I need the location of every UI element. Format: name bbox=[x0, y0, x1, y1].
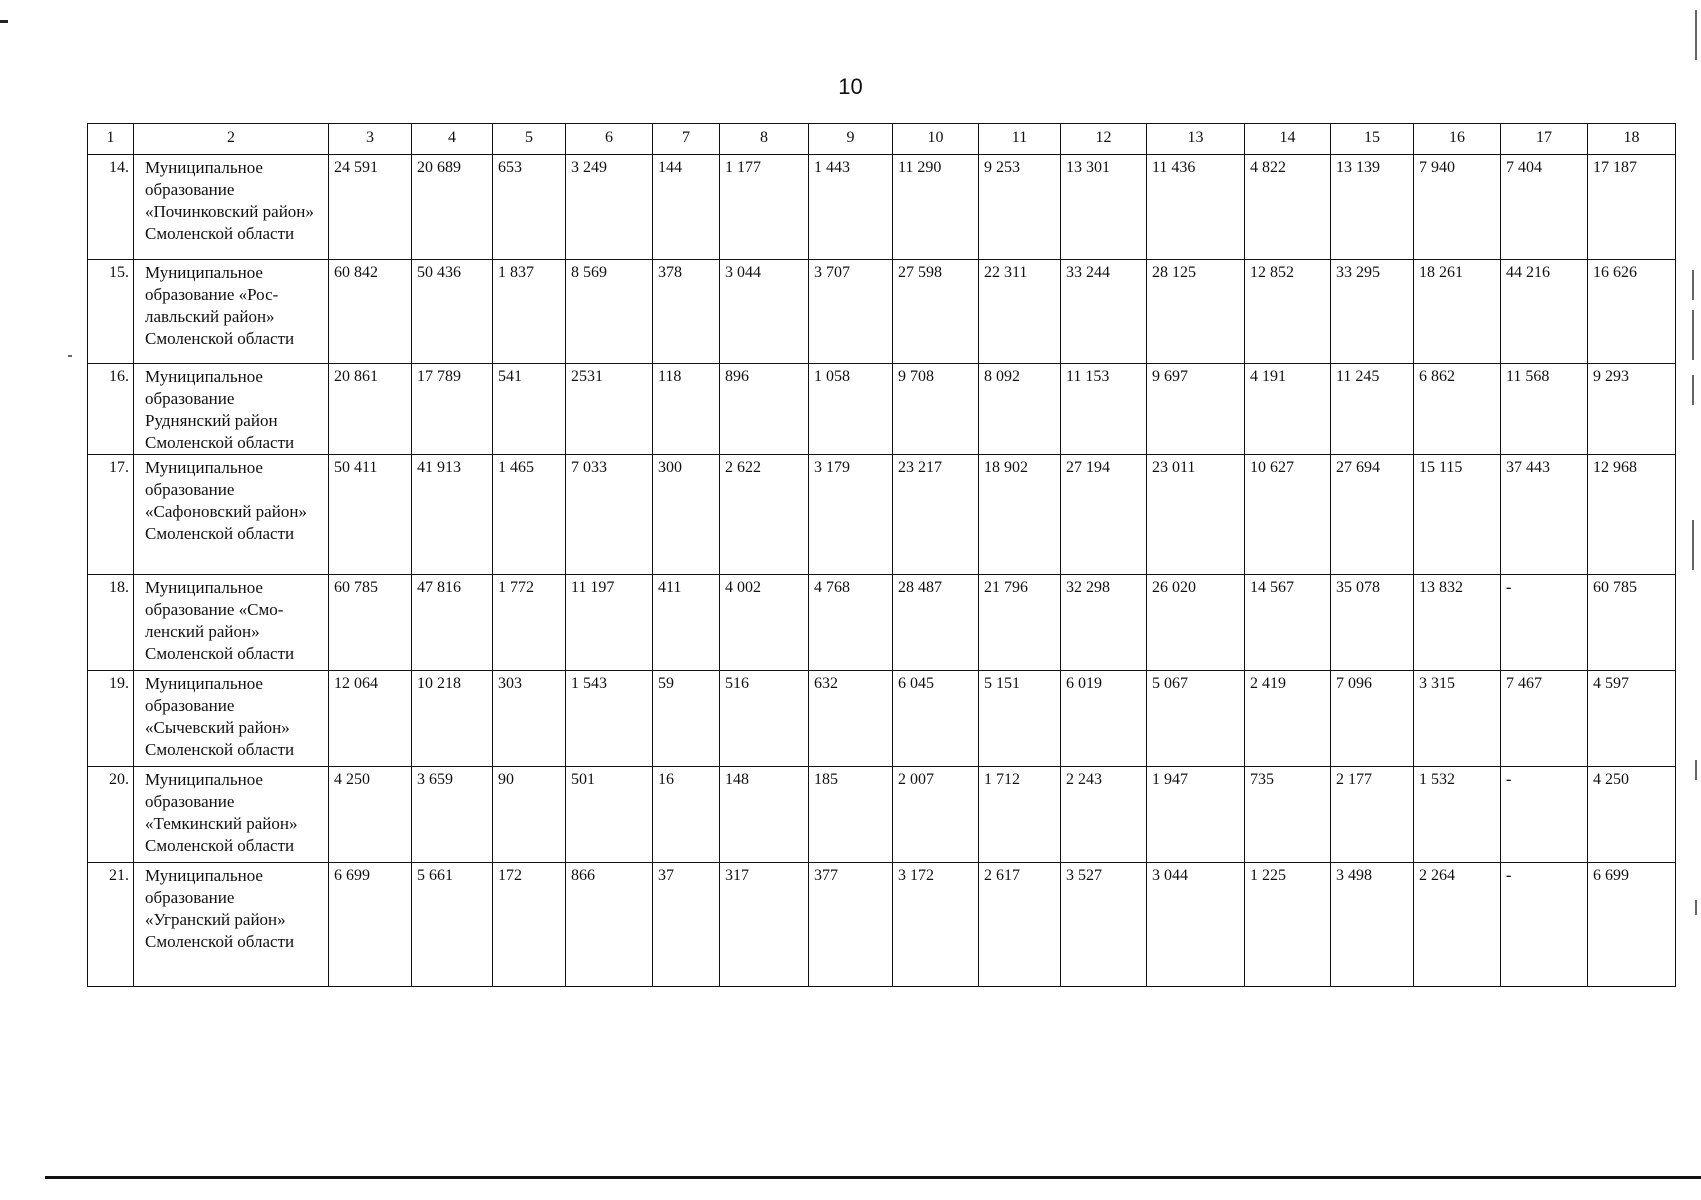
value-col-13: 1 947 bbox=[1147, 767, 1245, 863]
value-col-8: 317 bbox=[720, 863, 809, 987]
value-col-15: 33 295 bbox=[1331, 260, 1414, 364]
value-col-7: 59 bbox=[653, 671, 720, 767]
value-col-14: 735 bbox=[1245, 767, 1331, 863]
value-col-3: 4 250 bbox=[329, 767, 412, 863]
table-row bbox=[88, 767, 1676, 863]
value-col-10: 11 290 bbox=[893, 155, 979, 260]
value-col-16: 1 532 bbox=[1414, 767, 1501, 863]
column-header-4: 4 bbox=[412, 124, 493, 155]
value-col-10: 28 487 bbox=[893, 575, 979, 671]
value-col-5: 172 bbox=[493, 863, 566, 987]
value-col-4: 17 789 bbox=[412, 364, 493, 455]
value-col-4: 41 913 bbox=[412, 455, 493, 575]
value-col-5: 1 837 bbox=[493, 260, 566, 364]
value-col-18: 12 968 bbox=[1588, 455, 1676, 575]
value-col-18: 17 187 bbox=[1588, 155, 1676, 260]
value-col-17: 11 568 bbox=[1501, 364, 1588, 455]
value-col-8: 148 bbox=[720, 767, 809, 863]
value-col-16: 6 862 bbox=[1414, 364, 1501, 455]
value-col-3: 60 785 bbox=[329, 575, 412, 671]
value-col-8: 1 177 bbox=[720, 155, 809, 260]
value-col-8: 2 622 bbox=[720, 455, 809, 575]
municipality-name: Муниципальное образование «Рос-лавльский район» Смоленской области bbox=[134, 260, 329, 364]
value-col-9: 377 bbox=[809, 863, 893, 987]
table-row bbox=[88, 863, 1676, 987]
value-col-5: 653 bbox=[493, 155, 566, 260]
value-col-11: 2 617 bbox=[979, 863, 1061, 987]
value-col-13: 5 067 bbox=[1147, 671, 1245, 767]
value-col-17: - bbox=[1501, 863, 1588, 987]
value-col-16: 13 832 bbox=[1414, 575, 1501, 671]
value-col-11: 9 253 bbox=[979, 155, 1061, 260]
municipality-name: Муниципальное образование Руднянский район Смоленской области bbox=[134, 364, 329, 455]
value-col-14: 1 225 bbox=[1245, 863, 1331, 987]
table-row bbox=[88, 671, 1676, 767]
column-header-3: 3 bbox=[329, 124, 412, 155]
value-col-15: 13 139 bbox=[1331, 155, 1414, 260]
table-row bbox=[88, 575, 1676, 671]
value-col-13: 11 436 bbox=[1147, 155, 1245, 260]
row-number: 20. bbox=[88, 767, 134, 863]
column-header-9: 9 bbox=[809, 124, 893, 155]
scan-artifact bbox=[0, 20, 8, 23]
municipality-name: Муниципальное образование «Темкинский район» Смоленской области bbox=[134, 767, 329, 863]
column-header-18: 18 bbox=[1588, 124, 1676, 155]
value-col-4: 3 659 bbox=[412, 767, 493, 863]
column-header-6: 6 bbox=[566, 124, 653, 155]
value-col-16: 18 261 bbox=[1414, 260, 1501, 364]
value-col-12: 13 301 bbox=[1061, 155, 1147, 260]
column-header-2: 2 bbox=[134, 124, 329, 155]
value-col-7: 300 bbox=[653, 455, 720, 575]
value-col-5: 90 bbox=[493, 767, 566, 863]
value-col-8: 896 bbox=[720, 364, 809, 455]
value-col-8: 4 002 bbox=[720, 575, 809, 671]
municipality-name: Муниципальное образование «Сычевский район» Смоленской области bbox=[134, 671, 329, 767]
table-row bbox=[88, 260, 1676, 364]
value-col-6: 7 033 bbox=[566, 455, 653, 575]
value-col-14: 14 567 bbox=[1245, 575, 1331, 671]
header-row bbox=[88, 124, 1676, 155]
column-header-1: 1 bbox=[88, 124, 134, 155]
value-col-14: 10 627 bbox=[1245, 455, 1331, 575]
value-col-4: 20 689 bbox=[412, 155, 493, 260]
bottom-rule bbox=[45, 1176, 1701, 1179]
column-header-12: 12 bbox=[1061, 124, 1147, 155]
value-col-5: 303 bbox=[493, 671, 566, 767]
value-col-5: 1 772 bbox=[493, 575, 566, 671]
value-col-15: 3 498 bbox=[1331, 863, 1414, 987]
value-col-9: 4 768 bbox=[809, 575, 893, 671]
value-col-7: 378 bbox=[653, 260, 720, 364]
value-col-15: 11 245 bbox=[1331, 364, 1414, 455]
value-col-15: 27 694 bbox=[1331, 455, 1414, 575]
value-col-18: 6 699 bbox=[1588, 863, 1676, 987]
value-col-7: 411 bbox=[653, 575, 720, 671]
value-col-16: 7 940 bbox=[1414, 155, 1501, 260]
value-col-10: 6 045 bbox=[893, 671, 979, 767]
value-col-16: 3 315 bbox=[1414, 671, 1501, 767]
value-col-3: 60 842 bbox=[329, 260, 412, 364]
value-col-12: 3 527 bbox=[1061, 863, 1147, 987]
value-col-6: 2531 bbox=[566, 364, 653, 455]
column-header-5: 5 bbox=[493, 124, 566, 155]
value-col-3: 20 861 bbox=[329, 364, 412, 455]
value-col-14: 2 419 bbox=[1245, 671, 1331, 767]
value-col-12: 32 298 bbox=[1061, 575, 1147, 671]
value-col-6: 501 bbox=[566, 767, 653, 863]
value-col-9: 1 058 bbox=[809, 364, 893, 455]
value-col-9: 1 443 bbox=[809, 155, 893, 260]
value-col-11: 5 151 bbox=[979, 671, 1061, 767]
value-col-6: 8 569 bbox=[566, 260, 653, 364]
value-col-3: 12 064 bbox=[329, 671, 412, 767]
value-col-17: 7 404 bbox=[1501, 155, 1588, 260]
value-col-10: 27 598 bbox=[893, 260, 979, 364]
value-col-7: 37 bbox=[653, 863, 720, 987]
value-col-16: 2 264 bbox=[1414, 863, 1501, 987]
value-col-12: 2 243 bbox=[1061, 767, 1147, 863]
value-col-4: 47 816 bbox=[412, 575, 493, 671]
value-col-3: 50 411 bbox=[329, 455, 412, 575]
value-col-9: 3 179 bbox=[809, 455, 893, 575]
row-number: 18. bbox=[88, 575, 134, 671]
value-col-7: 118 bbox=[653, 364, 720, 455]
row-number: 17. bbox=[88, 455, 134, 575]
row-number: 21. bbox=[88, 863, 134, 987]
value-col-4: 10 218 bbox=[412, 671, 493, 767]
value-col-18: 4 597 bbox=[1588, 671, 1676, 767]
value-col-3: 24 591 bbox=[329, 155, 412, 260]
value-col-11: 8 092 bbox=[979, 364, 1061, 455]
value-col-10: 23 217 bbox=[893, 455, 979, 575]
value-col-8: 516 bbox=[720, 671, 809, 767]
value-col-11: 22 311 bbox=[979, 260, 1061, 364]
value-col-3: 6 699 bbox=[329, 863, 412, 987]
value-col-17: 44 216 bbox=[1501, 260, 1588, 364]
row-number: 14. bbox=[88, 155, 134, 260]
column-header-14: 14 bbox=[1245, 124, 1331, 155]
column-header-15: 15 bbox=[1331, 124, 1414, 155]
value-col-18: 16 626 bbox=[1588, 260, 1676, 364]
value-col-9: 185 bbox=[809, 767, 893, 863]
value-col-9: 3 707 bbox=[809, 260, 893, 364]
value-col-15: 35 078 bbox=[1331, 575, 1414, 671]
value-col-7: 16 bbox=[653, 767, 720, 863]
value-col-6: 866 bbox=[566, 863, 653, 987]
value-col-4: 50 436 bbox=[412, 260, 493, 364]
value-col-16: 15 115 bbox=[1414, 455, 1501, 575]
value-col-11: 21 796 bbox=[979, 575, 1061, 671]
value-col-11: 1 712 bbox=[979, 767, 1061, 863]
value-col-14: 12 852 bbox=[1245, 260, 1331, 364]
value-col-6: 3 249 bbox=[566, 155, 653, 260]
column-header-16: 16 bbox=[1414, 124, 1501, 155]
value-col-8: 3 044 bbox=[720, 260, 809, 364]
value-col-12: 11 153 bbox=[1061, 364, 1147, 455]
value-col-17: - bbox=[1501, 575, 1588, 671]
value-col-17: 7 467 bbox=[1501, 671, 1588, 767]
municipality-name: Муниципальное образование «Угранский район» Смоленской области bbox=[134, 863, 329, 987]
value-col-17: - bbox=[1501, 767, 1588, 863]
value-col-15: 2 177 bbox=[1331, 767, 1414, 863]
column-header-11: 11 bbox=[979, 124, 1061, 155]
table-row bbox=[88, 364, 1676, 455]
value-col-5: 541 bbox=[493, 364, 566, 455]
value-col-18: 9 293 bbox=[1588, 364, 1676, 455]
page-number: 10 bbox=[838, 74, 863, 99]
value-col-13: 23 011 bbox=[1147, 455, 1245, 575]
value-col-10: 9 708 bbox=[893, 364, 979, 455]
data-table bbox=[87, 123, 1676, 987]
value-col-12: 27 194 bbox=[1061, 455, 1147, 575]
value-col-13: 9 697 bbox=[1147, 364, 1245, 455]
table-row bbox=[88, 155, 1676, 260]
value-col-6: 11 197 bbox=[566, 575, 653, 671]
value-col-10: 2 007 bbox=[893, 767, 979, 863]
table-row bbox=[88, 455, 1676, 575]
value-col-13: 3 044 bbox=[1147, 863, 1245, 987]
value-col-6: 1 543 bbox=[566, 671, 653, 767]
value-col-7: 144 bbox=[653, 155, 720, 260]
municipality-name: Муниципальное образование «Смо-ленский район» Смоленской области bbox=[134, 575, 329, 671]
row-number: 15. bbox=[88, 260, 134, 364]
value-col-18: 60 785 bbox=[1588, 575, 1676, 671]
column-header-8: 8 bbox=[720, 124, 809, 155]
value-col-18: 4 250 bbox=[1588, 767, 1676, 863]
column-header-13: 13 bbox=[1147, 124, 1245, 155]
value-col-17: 37 443 bbox=[1501, 455, 1588, 575]
column-header-17: 17 bbox=[1501, 124, 1588, 155]
row-number: 16. bbox=[88, 364, 134, 455]
value-col-9: 632 bbox=[809, 671, 893, 767]
value-col-10: 3 172 bbox=[893, 863, 979, 987]
value-col-13: 28 125 bbox=[1147, 260, 1245, 364]
value-col-5: 1 465 bbox=[493, 455, 566, 575]
value-col-11: 18 902 bbox=[979, 455, 1061, 575]
value-col-13: 26 020 bbox=[1147, 575, 1245, 671]
value-col-12: 33 244 bbox=[1061, 260, 1147, 364]
value-col-14: 4 822 bbox=[1245, 155, 1331, 260]
column-header-7: 7 bbox=[653, 124, 720, 155]
row-number: 19. bbox=[88, 671, 134, 767]
value-col-15: 7 096 bbox=[1331, 671, 1414, 767]
value-col-4: 5 661 bbox=[412, 863, 493, 987]
column-header-10: 10 bbox=[893, 124, 979, 155]
municipality-name: Муниципальное образование «Починковский район» Смоленской области bbox=[134, 155, 329, 260]
value-col-14: 4 191 bbox=[1245, 364, 1331, 455]
municipality-name: Муниципальное образование «Сафоновский район» Смоленской области bbox=[134, 455, 329, 575]
value-col-12: 6 019 bbox=[1061, 671, 1147, 767]
